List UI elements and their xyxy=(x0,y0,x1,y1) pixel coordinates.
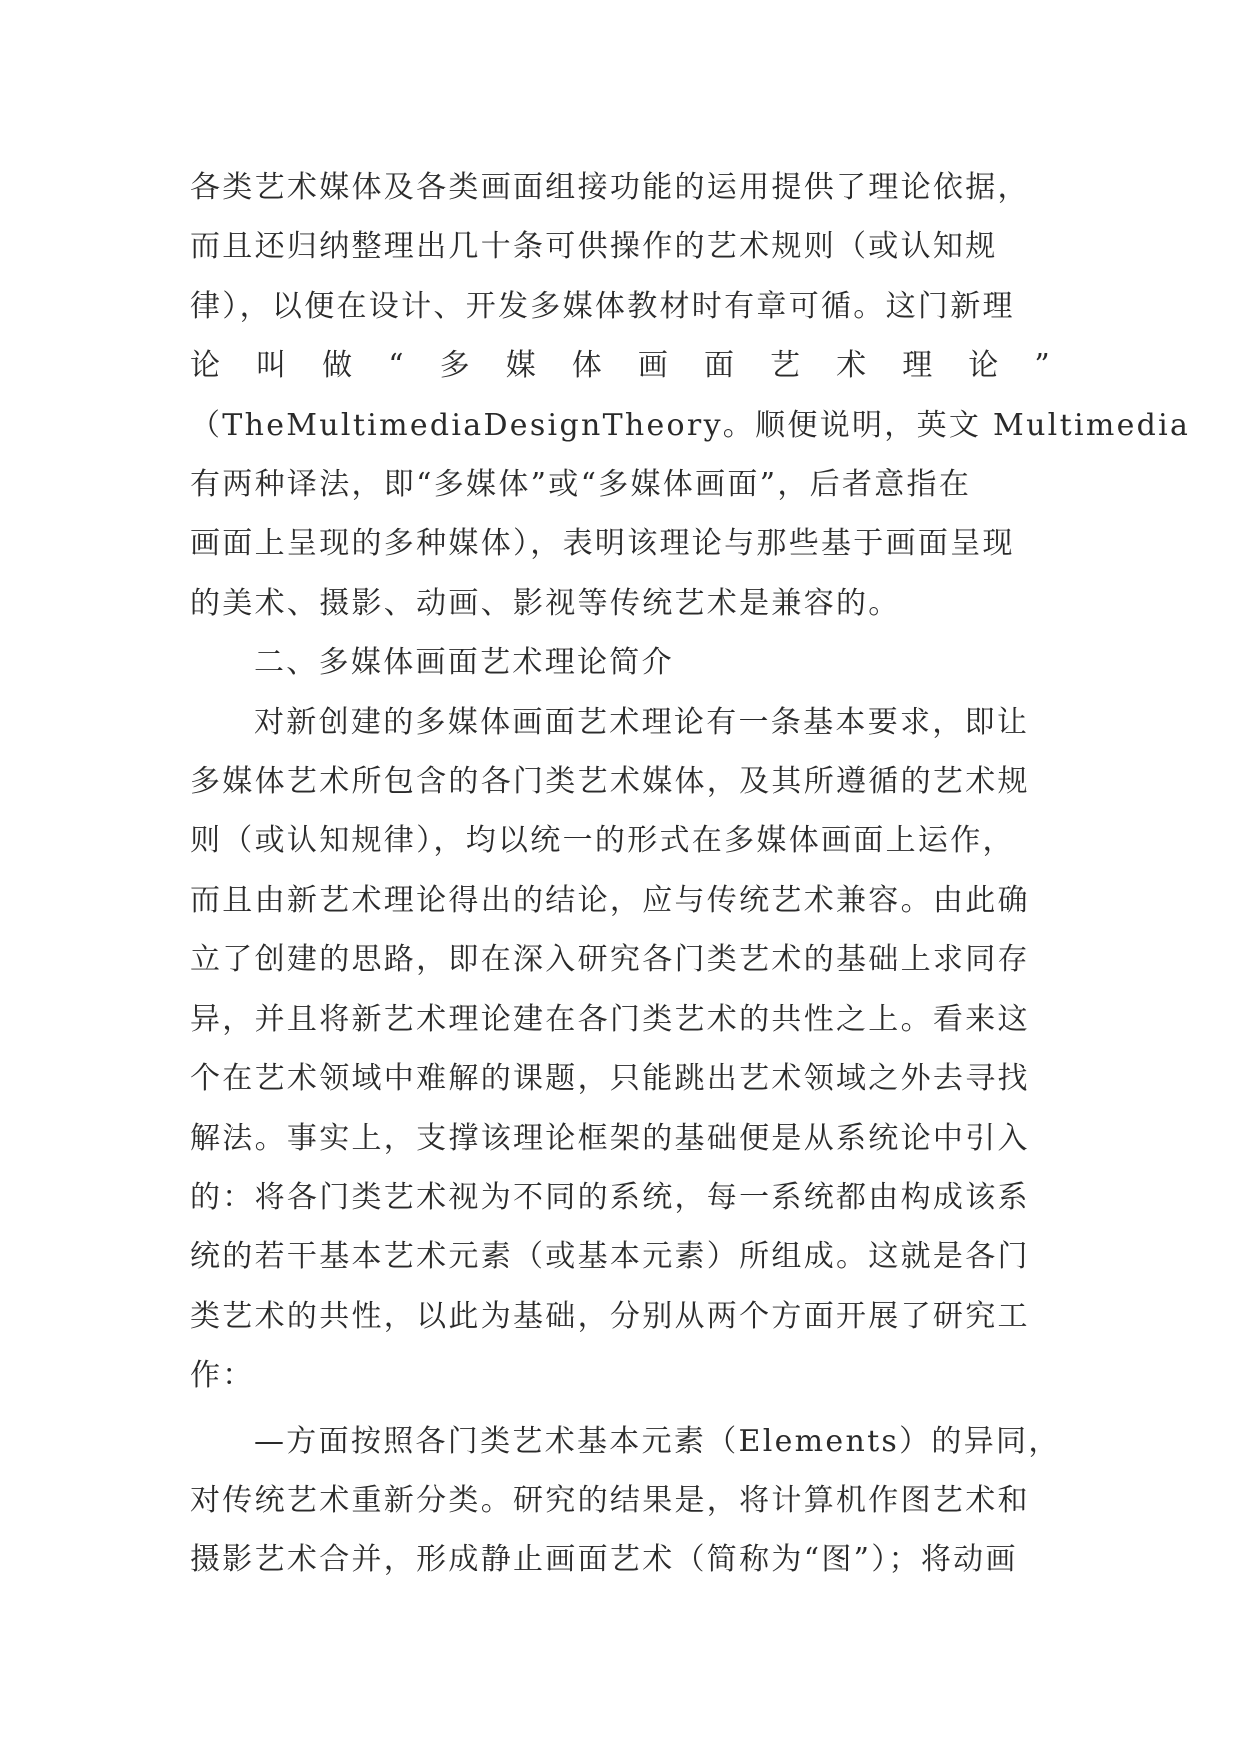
paragraph-1-line: 画面上呈现的多种媒体），表明该理论与那些基于画面呈现 xyxy=(190,526,1015,562)
paragraph-2-line: 解法。事实上，支撑该理论框架的基础便是从系统论中引入 xyxy=(190,1120,1030,1156)
spread-char: 术 xyxy=(836,348,869,384)
paragraph-3-line: 摄影艺术合并，形成静止画面艺术（简称为“图”）；将动画 xyxy=(190,1542,1018,1578)
paragraph-3 xyxy=(190,1412,1061,1590)
spread-char: 做 xyxy=(322,348,355,384)
paragraph-2-line: 个在艺术领域中难解的课题，只能跳出艺术领域之外去寻找 xyxy=(190,1061,1030,1097)
paragraph-2-line: 对新创建的多媒体画面艺术理论有一条基本要求，即让 xyxy=(254,704,1030,740)
paragraph-2 xyxy=(190,693,1052,1406)
spread-char: 艺 xyxy=(770,348,803,384)
paragraph-2-line: 作： xyxy=(190,1358,255,1394)
paragraph-1 xyxy=(190,158,1191,633)
section-heading: 二、多媒体画面艺术理论简介 xyxy=(254,645,674,681)
document-page xyxy=(190,158,1191,1590)
paragraph-1-line: 各类艺术媒体及各类画面组接功能的运用提供了理论依据， xyxy=(190,170,1030,205)
spread-char: ” xyxy=(1034,348,1052,384)
paragraph-1-line: 律），以便在设计、开发多媒体教材时有章可循。这门新理 xyxy=(190,288,1015,324)
paragraph-3-line: —方面按照各门类艺术基本元素（Elements）的异同， xyxy=(254,1423,1061,1459)
spread-char: 面 xyxy=(703,348,737,384)
spread-char: “ xyxy=(388,348,406,384)
spread-char: 画 xyxy=(637,348,671,384)
paragraph-1-spread-line xyxy=(190,336,1052,395)
paragraph-1-line: 而且还归纳整理出几十条可供操作的艺术规则（或认知规 xyxy=(190,229,998,265)
paragraph-3-line: 对传统艺术重新分类。研究的结果是，将计算机作图艺术和 xyxy=(190,1482,1030,1518)
spread-char: 媒 xyxy=(505,348,539,384)
paragraph-2-line: 的：将各门类艺术视为不同的系统，每一系统都由构成该系 xyxy=(190,1179,1030,1215)
paragraph-2-line: 多媒体艺术所包含的各门类艺术媒体，及其所遵循的艺术规 xyxy=(190,764,1030,800)
spread-char: 论 xyxy=(190,348,223,384)
paragraph-2-line: 类艺术的共性，以此为基础，分别从两个方面开展了研究工 xyxy=(190,1298,1030,1334)
spread-char: 多 xyxy=(439,348,472,384)
paragraph-1-line: 有两种译法，即“多媒体”或“多媒体画面”，后者意指在 xyxy=(190,467,972,503)
paragraph-1-line: 的美术、摄影、动画、影视等传统艺术是兼容的。 xyxy=(190,585,901,621)
paragraph-2-line: 则（或认知规律），均以统一的形式在多媒体画面上运作， xyxy=(190,823,1015,859)
paragraph-2-line: 统的若干基本艺术元素（或基本元素）所组成。这就是各门 xyxy=(190,1239,1030,1275)
paragraph-2-line: 异，并且将新艺术理论建在各门类艺术的共性之上。看来这 xyxy=(190,1001,1030,1037)
spread-char: 叫 xyxy=(256,348,289,384)
spread-char: 理 xyxy=(902,348,935,384)
spread-char: 论 xyxy=(968,348,1001,384)
paragraph-2-line: 而且由新艺术理论得出的结论，应与传统艺术兼容。由此确 xyxy=(190,882,1030,918)
paragraph-1-line: （TheMultimediaDesignTheory。顺便说明，英文 Multimedia xyxy=(190,407,1191,443)
spread-char: 体 xyxy=(571,348,605,384)
paragraph-2-line: 立了创建的思路，即在深入研究各门类艺术的基础上求同存 xyxy=(190,942,1030,978)
